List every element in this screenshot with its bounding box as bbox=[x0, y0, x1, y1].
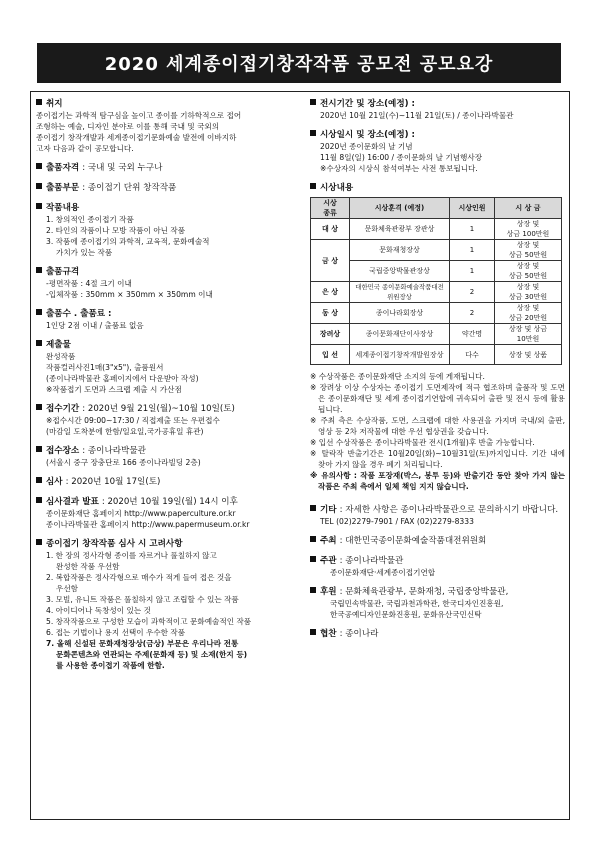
criteria-bold-line: 문화콘텐츠와 연관되는 주제(문화재 등) 및 소재(한지 등) bbox=[56, 650, 248, 659]
section-cooperation bbox=[310, 628, 565, 640]
table-row bbox=[311, 345, 562, 365]
announce-value: : 2020년 10월 19일(월) 14시 이후 bbox=[101, 497, 238, 507]
note-line: ※ 탈락작 반출기간은 10월20일(화)~10월31일(토)까지입니다. 기간 내에 찾아 가지 않을 경우 폐기 처리됩니다. bbox=[310, 449, 565, 469]
eligibility-value: : 국내 및 국외 누구나 bbox=[82, 163, 163, 173]
count-heading: 출품수 . 출품료 : bbox=[46, 309, 112, 319]
purpose-line: 고자 다음과 같이 공모합니다. bbox=[36, 144, 134, 153]
right-column bbox=[310, 98, 565, 648]
award-count: 1 bbox=[450, 240, 495, 261]
period-line: ※접수시간 09:00~17:30 / 직접제출 또는 우편접수 bbox=[46, 416, 220, 425]
judging-heading: 심사 bbox=[46, 477, 63, 487]
purpose-line: 조형하는 예술, 디자인 분야로 이를 통해 국내 및 국외의 bbox=[36, 122, 220, 131]
bullet-square-icon bbox=[36, 203, 42, 209]
contact-heading: 기타 bbox=[320, 505, 337, 515]
announce-heading: 심사결과 발표 bbox=[46, 497, 99, 507]
period-value: : 2020년 9월 21일(월)~10월 10일(토) bbox=[82, 404, 235, 414]
criteria-line: 우선함 bbox=[56, 584, 79, 593]
organizer-heading: 주관 bbox=[320, 556, 337, 566]
award-count: 다수 bbox=[450, 345, 495, 365]
content-line: 1. 창의적인 종이접기 작품 bbox=[46, 215, 134, 224]
size-heading: 출품규격 bbox=[46, 267, 80, 277]
award-count: 약간명 bbox=[450, 324, 495, 345]
section-period bbox=[36, 403, 300, 437]
bullet-square-icon bbox=[310, 99, 316, 105]
sponsor-line: 한국공예디자인문화진흥원, 문화유산국민신탁 bbox=[330, 610, 482, 619]
award-grade: 동 상 bbox=[311, 303, 350, 324]
section-organizer bbox=[310, 555, 565, 578]
announce-link[interactable]: 종이나라박물관 홈페이지 http://www.papermuseum.or.kr bbox=[46, 520, 250, 529]
award-prize: 상장 및 상품 bbox=[495, 345, 562, 365]
section-notes bbox=[310, 371, 565, 492]
bullet-square-icon bbox=[36, 477, 42, 483]
award-count: 2 bbox=[450, 282, 495, 303]
ceremony-line: 2020년 종이문화의 날 기념 bbox=[320, 142, 413, 151]
sponsor-value: : 문화체육관광부, 문화재청, 국립중앙박물관, bbox=[339, 587, 509, 597]
count-line: 1인당 2점 이내 / 출품료 없음 bbox=[46, 321, 144, 330]
ceremony-heading: 시상일시 및 장소(예정) : bbox=[320, 130, 415, 140]
note-line: ※ 입선 수상작품은 종이나라박물관 전시(1개월)후 반출 가능합니다. bbox=[310, 438, 535, 447]
bullet-square-icon bbox=[310, 505, 316, 511]
awards-col-header: 시상훈격 (예정) bbox=[350, 198, 450, 219]
section-sponsor bbox=[310, 586, 565, 620]
award-name: 문화체육관광부 장관상 bbox=[350, 219, 450, 240]
criteria-line: 4. 아이디어나 독창성이 있는 것 bbox=[46, 606, 151, 615]
purpose-line: 종이접기는 과학적 탐구심을 높이고 종이를 기하학적으로 접어 bbox=[36, 111, 242, 120]
award-count: 2 bbox=[450, 303, 495, 324]
bullet-square-icon bbox=[310, 587, 316, 593]
bullet-square-icon bbox=[36, 309, 42, 315]
category-heading: 출품부문 bbox=[46, 183, 80, 193]
bullet-square-icon bbox=[36, 99, 42, 105]
criteria-line: 5. 창작작품으로 구성한 모습이 과학적이고 문화예술적인 작품 bbox=[46, 617, 252, 626]
place-value: : 종이나라박물관 bbox=[82, 446, 146, 456]
bullet-square-icon bbox=[36, 183, 42, 189]
awards-col-header: 시상인원 bbox=[450, 198, 495, 219]
bullet-square-icon bbox=[310, 130, 316, 136]
section-size bbox=[36, 266, 300, 300]
cooperation-heading: 협찬 bbox=[320, 629, 337, 639]
sponsor-heading: 후원 bbox=[320, 587, 337, 597]
award-count: 1 bbox=[450, 261, 495, 282]
section-purpose bbox=[36, 98, 300, 154]
submit-line: (종이나라박물관 홈페이지에서 다운받아 작성) bbox=[46, 374, 199, 383]
table-row bbox=[311, 282, 562, 303]
submit-line: 완성작품 bbox=[46, 352, 76, 361]
section-place bbox=[36, 445, 300, 468]
section-contact bbox=[310, 504, 565, 527]
size-line: -평면작품 : 4절 크기 이내 bbox=[46, 279, 132, 288]
sponsor-line: 국립민속박물관, 국립과천과학관, 한국디자인진흥원, bbox=[330, 599, 504, 608]
award-grade: 장려상 bbox=[311, 324, 350, 345]
purpose-line: 종이접기 창작개발과 세계종이접기문화예술 발전에 이바지하 bbox=[36, 133, 237, 142]
award-name: 대한민국 종이문화예술작품대전 위원장상 bbox=[350, 282, 450, 303]
bullet-square-icon bbox=[36, 539, 42, 545]
bullet-square-icon bbox=[36, 404, 42, 410]
note-line: ※ 수상작품은 종이문화재단 소지의 등에 게재됩니다. bbox=[310, 372, 485, 381]
note-line: ※ 장려상 이상 수상자는 종이접기 도면제작에 적극 협조하며 출품작 및 도면은 종이문화재단 및 세계 종이접기연합에 귀속되어 출판 및 전시 등에 활용됩니다. bbox=[310, 383, 565, 414]
announce-link[interactable]: 종이문화재단 홈페이지 http://www.paperculture.or.kr bbox=[46, 509, 236, 518]
bullet-square-icon bbox=[36, 340, 42, 346]
note-line: ※ 유의사항 : 작품 포장재(박스, 봉투 등)와 반출기간 동안 찾아 가지 않는 작품은 주최 측에서 일체 책임 지지 않습니다. bbox=[310, 471, 565, 491]
content-line: 2. 타인의 작품이나 모방 작품이 아닌 작품 bbox=[46, 226, 186, 235]
exhibit-line: 2020년 10월 21일(수)~11월 21일(토) / 종이나라박물관 bbox=[320, 111, 514, 120]
host-heading: 주최 bbox=[320, 536, 337, 546]
criteria-line: 완성한 작품 우선함 bbox=[56, 562, 120, 571]
organizer-value: : 종이나라박물관 bbox=[339, 556, 404, 566]
awards-table bbox=[310, 197, 562, 365]
section-eligibility bbox=[36, 162, 300, 174]
awards-header-row bbox=[311, 198, 562, 219]
judging-value: : 2020년 10월 17일(토) bbox=[65, 477, 161, 487]
criteria-bold-line: 7. 올해 신설된 문화재청장상(금상) 부문은 우리나라 전통 bbox=[46, 639, 239, 648]
ceremony-line: 11월 8일(일) 16:00 / 종이문화의 날 기념행사장 bbox=[320, 153, 483, 162]
section-announce bbox=[36, 496, 300, 530]
award-grade: 은 상 bbox=[311, 282, 350, 303]
section-submit bbox=[36, 339, 300, 395]
place-line: (서울시 중구 장충단로 166 종이나라빌딩 2층) bbox=[46, 458, 201, 467]
award-prize: 상장 및 상금 20만원 bbox=[495, 303, 562, 324]
period-line: (마감일 도착분에 한함/일요일,국가공휴일 휴관) bbox=[46, 427, 204, 436]
host-value: : 대한민국종이문화예술작품대전위원회 bbox=[339, 536, 487, 546]
content-line: 3. 작품에 종이접기의 과학적, 교육적, 문화예술적 bbox=[46, 237, 210, 246]
award-name: 국립중앙박물관장상 bbox=[350, 261, 450, 282]
contact-phone: TEL (02)2279-7901 / FAX (02)2279-8333 bbox=[320, 517, 474, 526]
organizer-line: 종이문화재단·세계종이접기연합 bbox=[330, 568, 436, 577]
criteria-heading: 종이접기 창작작품 심사 시 고려사항 bbox=[46, 539, 183, 549]
section-exhibit bbox=[310, 98, 565, 121]
section-ceremony bbox=[310, 129, 565, 174]
award-grade: 대 상 bbox=[311, 219, 350, 240]
submit-line: ※작품접기 도면과 스크랩 제출 시 가산점 bbox=[46, 385, 182, 394]
content-heading: 작품내용 bbox=[46, 203, 80, 213]
bullet-square-icon bbox=[36, 267, 42, 273]
awards-heading: 시상내용 bbox=[320, 183, 354, 193]
table-row bbox=[311, 324, 562, 345]
award-grade: 입 선 bbox=[311, 345, 350, 365]
purpose-heading: 취지 bbox=[46, 99, 63, 109]
award-prize: 상장 및 상금 30만원 bbox=[495, 282, 562, 303]
award-prize: 상장 및 상금 100만원 bbox=[495, 219, 562, 240]
section-judging bbox=[36, 476, 300, 488]
table-row bbox=[311, 240, 562, 261]
left-column bbox=[36, 98, 300, 679]
criteria-line: 3. 모빌, 유니트 작품은 풀칠하지 않고 조립할 수 있는 작품 bbox=[46, 595, 239, 604]
award-prize: 상장 및 상금 10만원 bbox=[495, 324, 562, 345]
page-title: 2020 세계종이접기창작작품 공모전 공모요강 bbox=[37, 43, 561, 83]
period-heading: 접수기간 bbox=[46, 404, 80, 414]
award-name: 종이나라회장상 bbox=[350, 303, 450, 324]
criteria-line: 1. 한 장의 정사각형 종이를 자르거나 풀칠하지 않고 bbox=[46, 551, 217, 560]
contact-value: : 자세한 사항은 종이나라박물관으로 문의하시기 바랍니다. bbox=[339, 505, 559, 515]
bullet-square-icon bbox=[36, 446, 42, 452]
bullet-square-icon bbox=[310, 556, 316, 562]
category-value: : 종이접기 단위 창작작품 bbox=[82, 183, 177, 193]
table-row bbox=[311, 303, 562, 324]
award-prize: 상장 및 상금 50만원 bbox=[495, 261, 562, 282]
section-category bbox=[36, 182, 300, 194]
bullet-square-icon bbox=[310, 536, 316, 542]
exhibit-heading: 전시기간 및 장소(예정) : bbox=[320, 99, 415, 109]
size-line: -입체작품 : 350mm × 350mm × 350mm 이내 bbox=[46, 290, 213, 299]
section-count bbox=[36, 308, 300, 331]
submit-line: 작품컬러사진1매(3"x5"), 출품원서 bbox=[46, 363, 164, 372]
cooperation-value: : 종이나라 bbox=[339, 629, 379, 639]
awards-col-header: 시 상 금 bbox=[495, 198, 562, 219]
award-grade: 금 상 bbox=[311, 240, 350, 282]
eligibility-heading: 출품자격 bbox=[46, 163, 80, 173]
section-criteria bbox=[36, 538, 300, 671]
note-line: ※ 주최 측은 수상작품, 도면, 스크랩에 대한 사용권을 가지며 국내/외 출판, 영상 등 2차 저작물에 대한 우선 협상권을 갖습니다. bbox=[310, 416, 565, 436]
bullet-square-icon bbox=[36, 497, 42, 503]
place-heading: 접수장소 bbox=[46, 446, 80, 456]
award-count: 1 bbox=[450, 219, 495, 240]
bullet-square-icon bbox=[36, 163, 42, 169]
submit-heading: 제출물 bbox=[46, 340, 71, 350]
award-prize: 상장 및 상금 50만원 bbox=[495, 240, 562, 261]
section-awards bbox=[310, 182, 565, 365]
award-name: 종이문화재단이사장상 bbox=[350, 324, 450, 345]
ceremony-line: ※수상자의 시상식 참석여부는 사전 통보됩니다. bbox=[320, 164, 478, 173]
section-host bbox=[310, 535, 565, 547]
criteria-bold-line: 를 사용한 종이접기 작품에 한함. bbox=[56, 661, 165, 670]
bullet-square-icon bbox=[310, 629, 316, 635]
criteria-line: 2. 복합작품은 정사각형으로 매수가 적게 들여 접은 것을 bbox=[46, 573, 232, 582]
award-name: 문화재청장상 bbox=[350, 240, 450, 261]
section-content bbox=[36, 202, 300, 258]
bullet-square-icon bbox=[310, 183, 316, 189]
award-name: 세계종이접기창작개발원장상 bbox=[350, 345, 450, 365]
table-row bbox=[311, 219, 562, 240]
criteria-line: 6. 접는 기법이나 용지 선택이 우수한 작품 bbox=[46, 628, 186, 637]
awards-col-header: 시상 종류 bbox=[311, 198, 350, 219]
content-line: 가치가 있는 작품 bbox=[56, 248, 113, 257]
